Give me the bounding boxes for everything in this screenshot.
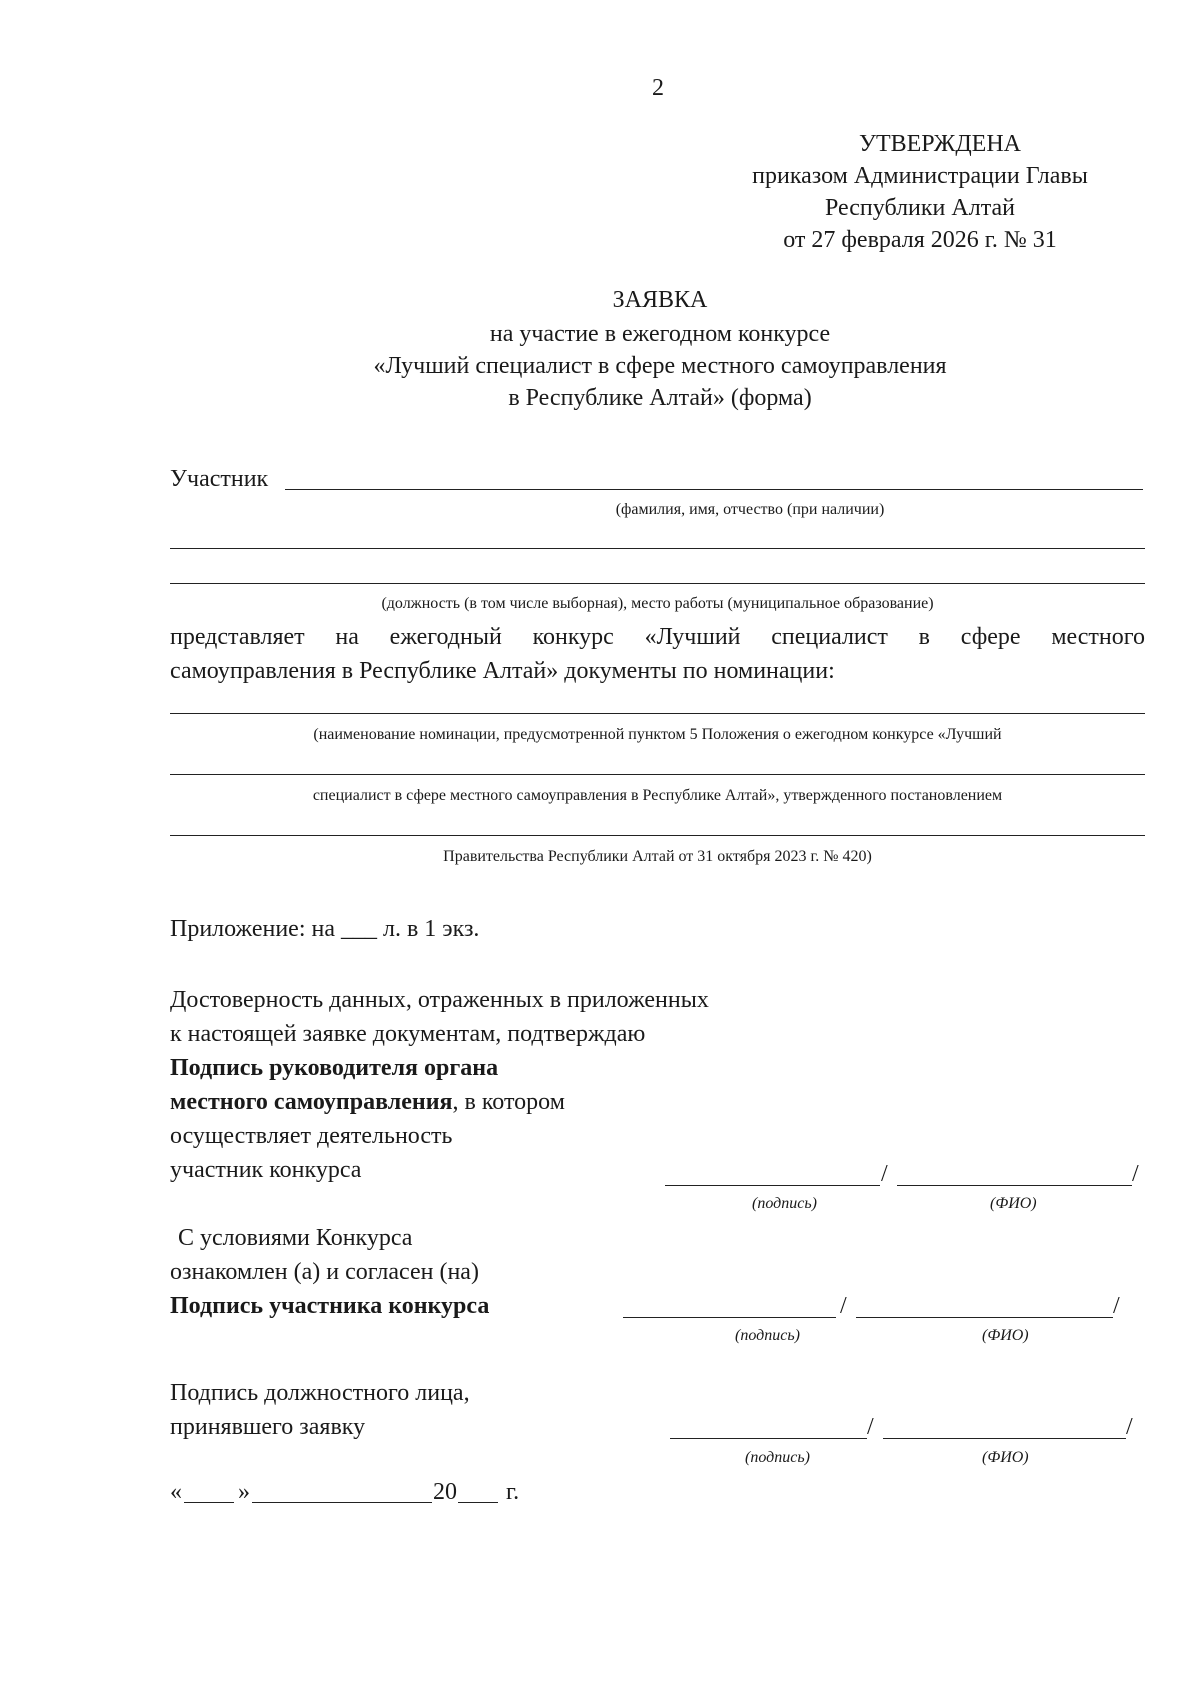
participant-fio-line[interactable] xyxy=(856,1317,1113,1318)
document-title: ЗАЯВКА xyxy=(612,287,708,313)
head-signature-bold: местного самоуправления xyxy=(170,1089,453,1115)
document-header xyxy=(300,284,1020,414)
agreement-line-1: С условиями Конкурса xyxy=(178,1225,413,1251)
head-signature-label-4: участник конкурса xyxy=(170,1157,362,1183)
nomination-line-1[interactable] xyxy=(170,713,1145,714)
head-fio-line[interactable] xyxy=(897,1185,1132,1186)
approval-block xyxy=(700,128,1140,256)
official-block xyxy=(170,1376,470,1444)
attachment-prefix: Приложение: на xyxy=(170,916,335,942)
participant-name-caption: (фамилия, имя, отчество (при наличии) xyxy=(615,501,885,518)
official-signature-label-1: Подпись должностного лица, xyxy=(170,1380,470,1406)
participant-name-line[interactable] xyxy=(285,489,1143,490)
date-month-line[interactable] xyxy=(252,1502,432,1503)
participant-signature-line[interactable] xyxy=(623,1317,836,1318)
head-signature-label-1: Подпись руководителя органа xyxy=(170,1055,499,1081)
participant-signature-caption: (подпись) xyxy=(735,1327,800,1344)
nomination-caption-2: специалист в сфере местного самоуправления в Республике Алтай», утвержденного постановлением xyxy=(312,787,1003,804)
agreement-block xyxy=(170,1221,489,1323)
head-signature-rest: , в котором xyxy=(452,1089,565,1115)
head-signature-label-2 xyxy=(170,1085,709,1119)
official-signature-line[interactable] xyxy=(670,1438,867,1439)
document-subtitle-3: в Республике Алтай» (форма) xyxy=(508,385,812,411)
date-close-quote: » xyxy=(238,1479,250,1505)
attachment-suffix: л. в 1 экз. xyxy=(382,916,480,942)
head-fio-caption: (ФИО) xyxy=(990,1195,1037,1212)
approval-line2: Республики Алтай xyxy=(825,195,1015,221)
page-number: 2 xyxy=(652,75,664,101)
attachment-pages-blank[interactable]: ___ xyxy=(340,916,377,942)
nomination-line-2[interactable] xyxy=(170,774,1145,775)
date-year-prefix: 20 xyxy=(433,1479,457,1505)
official-fio-caption: (ФИО) xyxy=(982,1449,1029,1466)
approval-line1: приказом Администрации Главы xyxy=(752,163,1088,189)
participant-signature-slash: / xyxy=(840,1293,847,1319)
confirmation-line-2: к настоящей заявке документам, подтверждаю xyxy=(170,1021,646,1047)
statement-line-2: самоуправления в Республике Алтай» документы по номинации: xyxy=(170,658,835,684)
document-subtitle-2: «Лучший специалист в сфере местного самоуправления xyxy=(373,353,947,379)
nomination-line-3[interactable] xyxy=(170,835,1145,836)
nomination-caption-1: (наименование номинации, предусмотренной пунктом 5 Положения о ежегодном конкурсе «Лучший xyxy=(313,726,1002,743)
participant-position-line-2[interactable] xyxy=(170,583,1145,584)
date-year-suffix: г. xyxy=(506,1479,520,1505)
participant-position-line-1[interactable] xyxy=(170,548,1145,549)
head-signature-label-3: осуществляет деятельность xyxy=(170,1123,453,1149)
confirmation-line-1: Достоверность данных, отраженных в приложенных xyxy=(170,987,709,1013)
approval-title: УТВЕРЖДЕНА xyxy=(858,131,1022,157)
date-year-line[interactable] xyxy=(458,1502,498,1503)
official-signature-caption: (подпись) xyxy=(745,1449,810,1466)
official-fio-slash: / xyxy=(1126,1414,1133,1440)
agreement-line-2: ознакомлен (а) и согласен (на) xyxy=(170,1259,479,1285)
confirmation-block xyxy=(170,983,709,1187)
statement-line-1: представляет на ежегодный конкурс «Лучший специалист в сфере местного xyxy=(170,624,1145,650)
participant-fio-slash: / xyxy=(1113,1293,1120,1319)
participant-fio-caption: (ФИО) xyxy=(982,1327,1029,1344)
date-day-line[interactable] xyxy=(184,1502,234,1503)
participant-label: Участник xyxy=(170,466,269,492)
head-signature-line[interactable] xyxy=(665,1185,880,1186)
head-fio-slash: / xyxy=(1132,1161,1139,1187)
participant-position-caption: (должность (в том числе выборная), место работы (муниципальное образование) xyxy=(381,595,934,612)
head-signature-caption: (подпись) xyxy=(752,1195,817,1212)
date-open-quote: « xyxy=(170,1479,182,1505)
head-signature-slash: / xyxy=(881,1161,888,1187)
official-signature-slash: / xyxy=(867,1414,874,1440)
attachment-line xyxy=(170,913,479,945)
document-subtitle-1: на участие в ежегодном конкурсе xyxy=(489,321,831,347)
official-fio-line[interactable] xyxy=(883,1438,1126,1439)
approval-line3: от 27 февраля 2026 г. № 31 xyxy=(783,227,1057,253)
official-signature-label-2: принявшего заявку xyxy=(170,1414,366,1440)
participant-signature-label: Подпись участника конкурса xyxy=(170,1293,490,1319)
nomination-caption-3: Правительства Республики Алтай от 31 октября 2023 г. № 420) xyxy=(443,848,872,865)
